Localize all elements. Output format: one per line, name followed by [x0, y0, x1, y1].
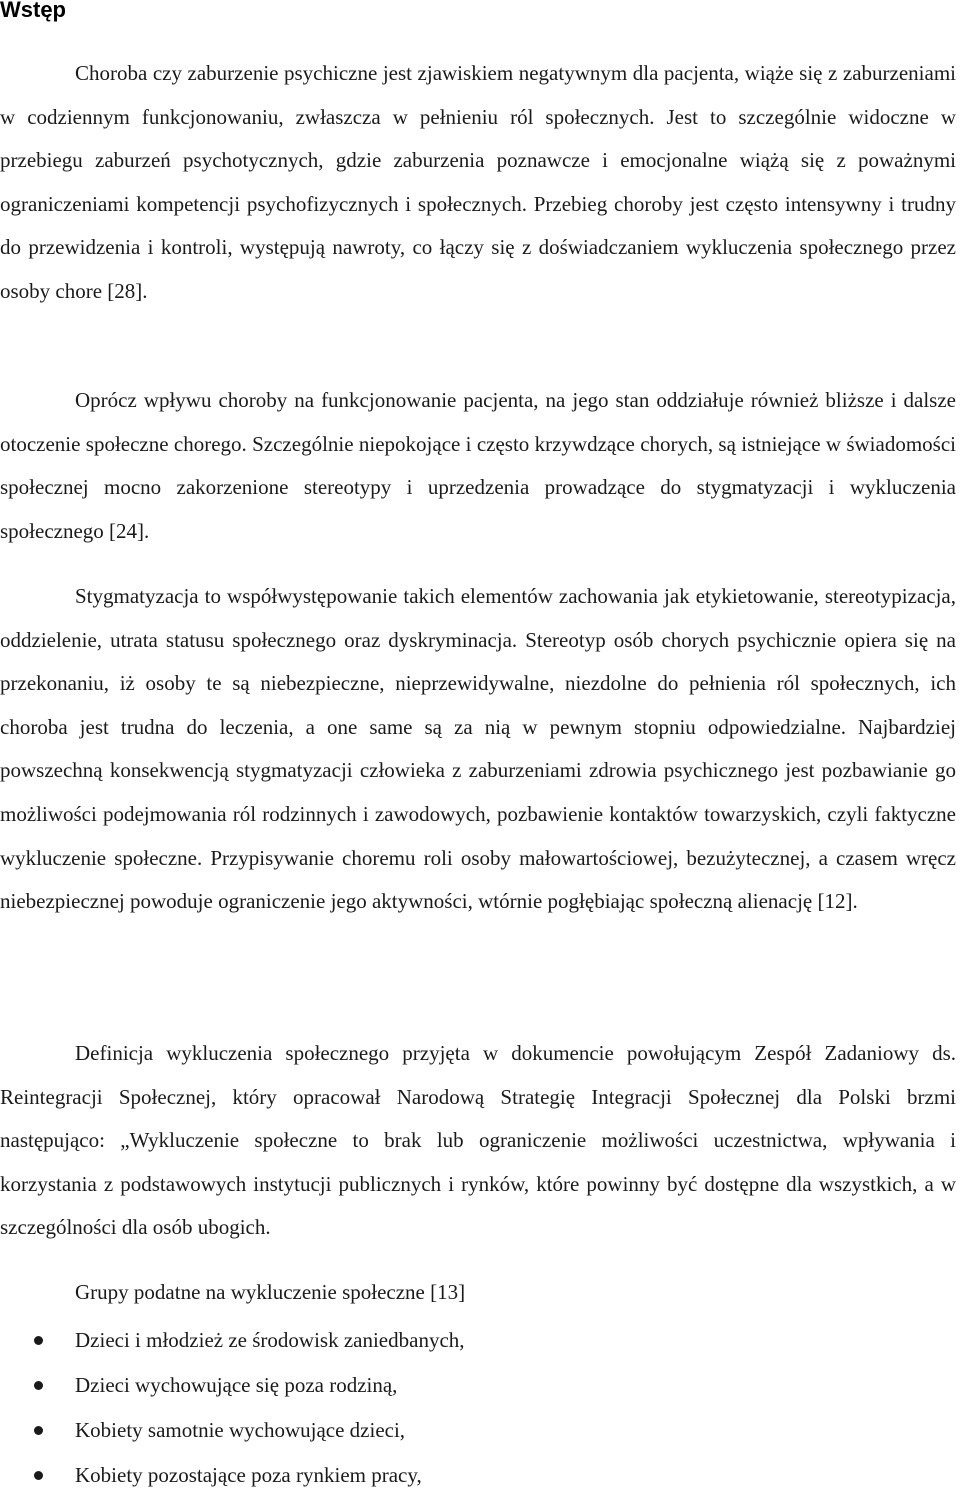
bullet-icon: [34, 1471, 43, 1480]
list-item-text: Kobiety samotnie wychowujące dzieci,: [75, 1418, 406, 1442]
paragraph-groups-intro: Grupy podatne na wykluczenie społeczne [13]: [75, 1280, 466, 1304]
list-item-text: Dzieci wychowujące się poza rodziną,: [75, 1373, 398, 1397]
bullet-icon: [34, 1336, 43, 1345]
list-item-text: Kobiety pozostające poza rynkiem pracy,: [75, 1463, 422, 1487]
bullet-icon: [34, 1426, 43, 1435]
list-item: [0, 1318, 465, 1363]
list-item: [0, 1408, 465, 1453]
paragraph-environment: Oprócz wpływu choroby na funkcjonowanie pacjenta, na jego stan oddziałuje również bliższe i dalsze otoczenie społeczne chorego. Szczególnie niepokojące i często krzywdzące chorych, są istniejące w świadomości społecznej mocno zakorzenione stereotypy i uprzedzenia prowadzące do stygmatyzacji i wykluczenia społecznego [24].: [0, 388, 956, 543]
list-item-text: Dzieci i młodzież ze środowisk zaniedbanych,: [75, 1328, 465, 1352]
list-item: [0, 1453, 465, 1498]
paragraph-stigmatization: Stygmatyzacja to współwystępowanie takich elementów zachowania jak etykietowanie, stereotypizacja, oddzielenie, utrata statusu społecznego oraz dyskryminacja. Stereotyp osób chorych psychicznie opiera się na przekonaniu, iż osoby te są niebezpieczne, nieprzewidywalne, niezdolne do pełnienia ról społecznych, ich choroba jest trudna do leczenia, a one same są za nią w pewnym stopniu odpowiedzialne. Najbardziej powszechną konsekwencją stygmatyzacji człowieka z zaburzeniami zdrowia psychicznego jest pozbawianie go możliwości podejmowania ról rodzinnych i zawodowych, pozbawienie kontaktów towarzyskich, czyli faktyczne wykluczenie społeczne. Przypisywanie choremu roli osoby małowartościowej, bezużytecznej, a czasem wręcz niebezpiecznej powoduje ograniczenie jego aktywności, wtórnie pogłębiając społeczną alienację [12].: [0, 584, 956, 914]
list-item: [0, 1363, 465, 1408]
vulnerable-groups-list: [0, 1318, 465, 1498]
paragraph-intro: Choroba czy zaburzenie psychiczne jest zjawiskiem negatywnym dla pacjenta, wiąże się z zaburzeniami w codziennym funkcjonowaniu, zwłaszcza w pełnieniu ról społecznych. Jest to szczególnie widoczne w przebiegu zaburzeń psychotycznych, gdzie zaburzenia poznawcze i emocjonalne wiążą się z poważnymi ograniczeniami kompetencji psychofizycznych i społecznych. Przebieg choroby jest często intensywny i trudny do przewidzenia i kontroli, występują nawroty, co łączy się z doświadczaniem wykluczenia społecznego przez osoby chore [28].: [0, 61, 956, 303]
bullet-icon: [34, 1381, 43, 1390]
paragraph-definition: Definicja wykluczenia społecznego przyjęta w dokumencie powołującym Zespół Zadaniowy ds. Reintegracji Społecznej, który opracował Narodową Strategię Integracji Społecznej dla Polski brzmi następująco: „Wykluczenie społeczne to brak lub ograniczenie możliwości uczestnictwa, wpływania i korzystania z podstawowych instytucji publicznych i rynków, które powinny być dostępne dla wszystkich, a w szczególności dla osób ubogich.: [0, 1041, 956, 1240]
section-heading: Wstęp: [0, 0, 66, 22]
